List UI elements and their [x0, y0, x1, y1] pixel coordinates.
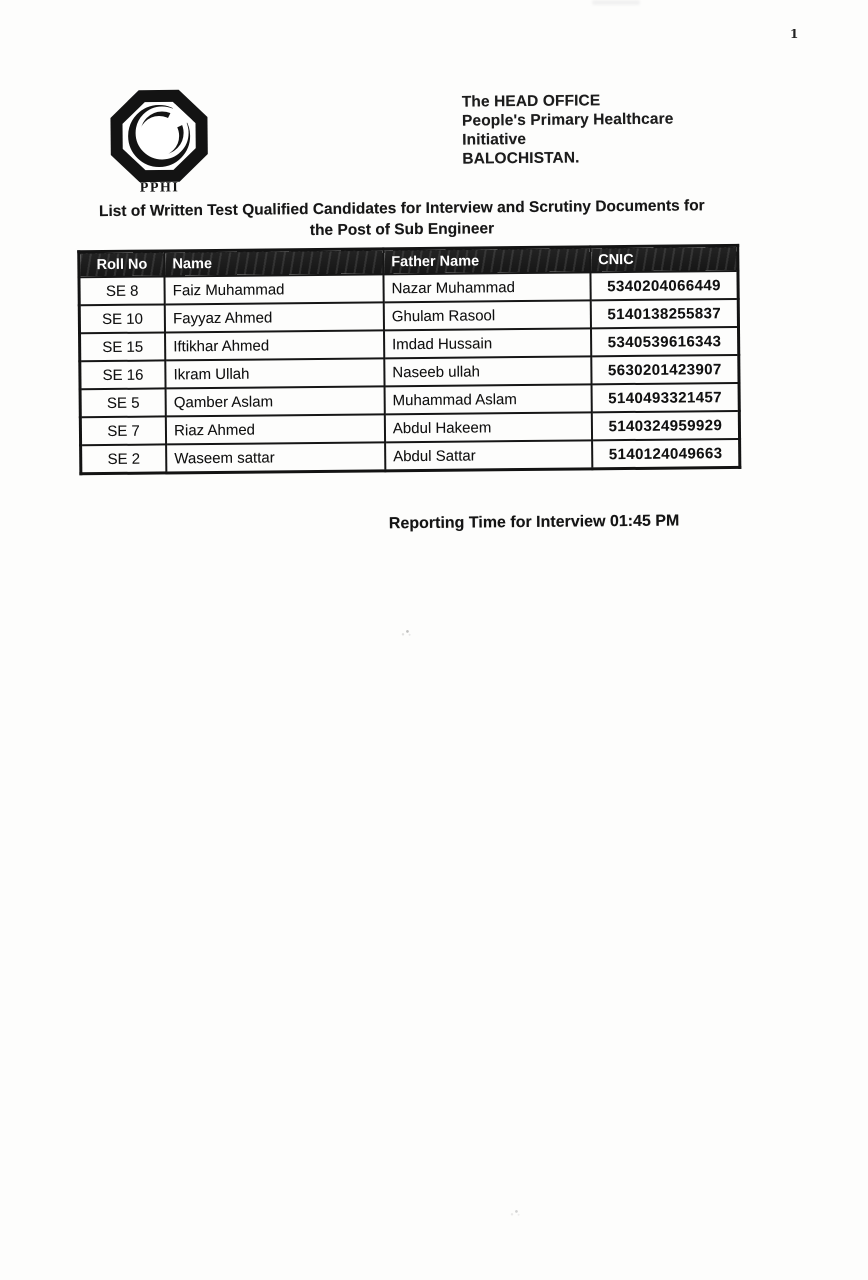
name-cell: Fayyaz Ahmed — [165, 302, 384, 332]
column-header-name: Name — [164, 249, 383, 277]
table-row — [81, 439, 740, 474]
cnic-cell: 5340204066449 — [590, 271, 738, 300]
scan-artifact-speckle — [509, 1208, 521, 1217]
father-name-cell: Imdad Hussain — [384, 328, 591, 358]
name-cell: Ikram Ullah — [165, 358, 384, 388]
name-cell: Qamber Aslam — [166, 386, 385, 416]
pphi-octagon-icon — [109, 88, 210, 184]
roll-no-cell: SE 2 — [81, 444, 167, 473]
cnic-cell: 5340539616343 — [591, 327, 739, 356]
father-name-cell: Muhammad Aslam — [384, 384, 591, 414]
father-name-cell: Abdul Sattar — [385, 440, 592, 470]
pphi-logo — [109, 88, 210, 197]
father-name-cell: Abdul Hakeem — [385, 412, 592, 442]
scan-artifact-speckle — [400, 628, 412, 637]
reporting-time-note: Reporting Time for Interview 01:45 PM — [388, 512, 680, 533]
column-header-cnic: CNIC — [590, 245, 738, 272]
name-cell: Riaz Ahmed — [166, 414, 385, 444]
roll-no-cell: SE 5 — [80, 388, 166, 417]
head-office-line: BALOCHISTAN. — [462, 149, 580, 168]
father-name-cell: Nazar Muhammad — [383, 272, 590, 302]
roll-no-cell: SE 7 — [80, 416, 166, 445]
cnic-cell: 5140124049663 — [592, 439, 740, 469]
head-office-line: The HEAD OFFICE — [461, 92, 601, 111]
head-office-block — [462, 91, 674, 169]
cnic-cell: 5140138255837 — [591, 299, 739, 328]
column-header-father-name: Father Name — [383, 247, 590, 274]
cnic-cell: 5140493321457 — [591, 383, 739, 412]
document-title-line2: the Post of Sub Engineer — [309, 220, 495, 240]
head-office-line: People's Primary Healthcare — [461, 110, 674, 130]
name-cell: Waseem sattar — [166, 442, 385, 473]
name-cell: Faiz Muhammad — [165, 274, 384, 304]
pphi-logo-label: PPHI — [139, 180, 180, 196]
cnic-cell: 5630201423907 — [591, 355, 739, 384]
roll-no-cell: SE 8 — [79, 276, 165, 305]
roll-no-cell: SE 16 — [80, 360, 166, 389]
candidates-table — [77, 244, 741, 475]
document-title-line1: List of Written Test Qualified Candidates for Interview and Scrutiny Documents for — [98, 197, 705, 221]
cnic-cell: 5140324959929 — [592, 411, 740, 440]
name-cell: Iftikhar Ahmed — [165, 330, 384, 360]
roll-no-cell: SE 10 — [79, 304, 165, 333]
candidates-table-container — [77, 244, 741, 475]
roll-no-cell: SE 15 — [80, 332, 166, 361]
father-name-cell: Ghulam Rasool — [384, 300, 591, 330]
document-title — [49, 195, 755, 244]
head-office-line: Initiative — [462, 130, 527, 149]
page-number: 1 — [790, 27, 799, 41]
father-name-cell: Naseeb ullah — [384, 356, 591, 386]
column-header-roll-no: Roll No — [79, 251, 165, 277]
